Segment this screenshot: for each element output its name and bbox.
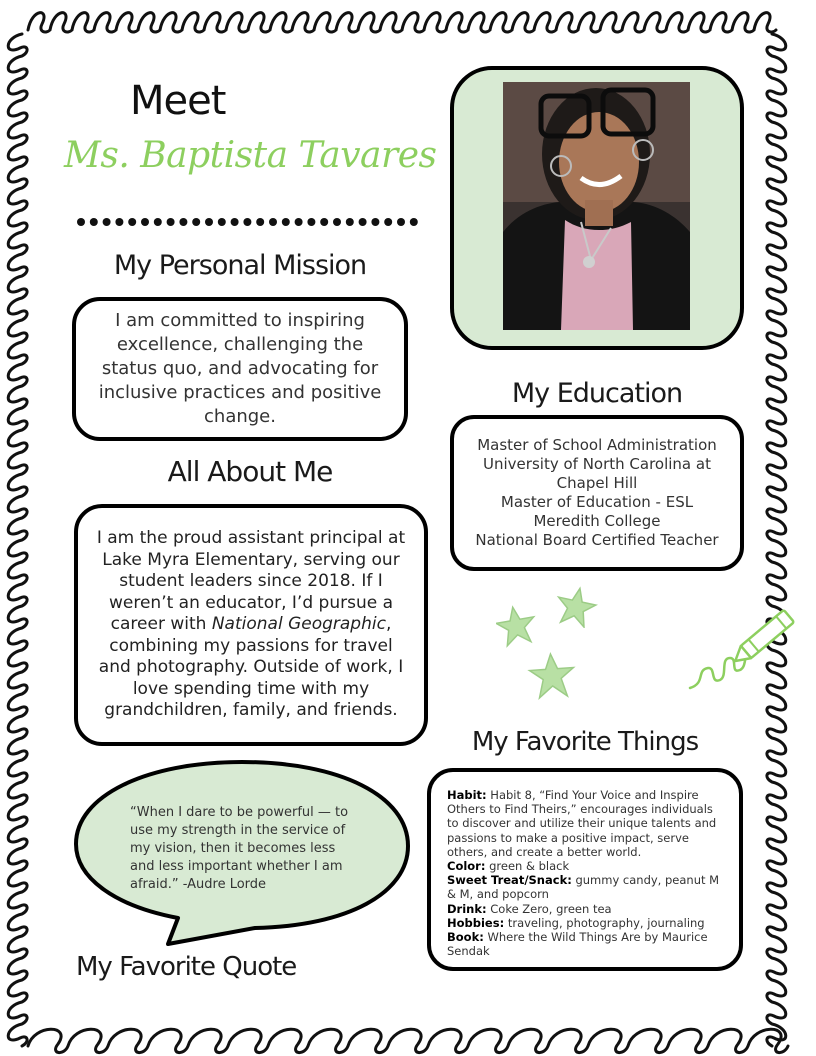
divider-dot [179,218,187,226]
divider-dot [346,218,354,226]
favorite-item-color: Color: green & black [447,859,570,874]
favorite-item-drink: Drink: Coke Zero, green tea [447,901,612,916]
education-line: Chapel Hill [556,474,638,492]
favorite-item-habit: Habit: Habit 8, “Find Your Voice and Inspire Others to Find Theirs,” encourages individuals to discover and utilize their unique talents and passions to make a positive impact, serve others, and create a better world. [447,788,717,859]
divider-dot [333,218,341,226]
quote-heading: My Favorite Quote [76,952,297,982]
divider-dot [410,218,418,226]
divider-dot [167,218,175,226]
favorites-box [427,768,743,971]
dotted-divider [75,214,425,230]
meet-heading: Meet [130,78,226,124]
star-icon [496,604,536,648]
divider-dot [384,218,392,226]
star-icon [554,586,598,628]
divider-dot [218,218,226,226]
divider-dot [320,218,328,226]
divider-dot [115,218,123,226]
divider-dot [90,218,98,226]
favorites-heading: My Favorite Things [471,727,699,757]
education-line: National Board Certified Teacher [475,531,719,549]
education-line: Master of Education - ESL [500,493,694,511]
divider-dot [154,218,162,226]
divider-dot [128,218,136,226]
about-box [74,504,428,746]
pencil-scribble-icon [686,588,802,698]
border-loop [28,1029,788,1052]
favorite-item-book: Book: Where the Wild Things Are by Maurice Sendak [447,930,708,959]
border-loop [8,34,27,1046]
divider-dot [103,218,111,226]
divider-dot [205,218,213,226]
education-line: Meredith College [533,512,661,530]
teacher-name: Ms. Baptista Tavares [64,135,437,176]
star-icon [526,652,578,700]
about-italic: National Geographic [211,614,386,635]
favorite-item-hobbies: Hobbies: traveling, photography, journaling [447,915,705,930]
divider-dot [192,218,200,226]
about-heading: All About Me [167,455,333,488]
mission-heading: My Personal Mission [113,250,367,281]
divider-dot [359,218,367,226]
favorite-item-snack: Sweet Treat/Snack: gummy candy, peanut M & M, and popcorn [447,873,720,902]
border-loop [28,13,776,32]
divider-dot [256,218,264,226]
divider-dot [77,218,85,226]
divider-dot [371,218,379,226]
divider-dot [397,218,405,226]
divider-dot [295,218,303,226]
divider-dot [307,218,315,226]
mission-text: I am committed to inspiring excellence, challenging the status quo, and advocating for inclusive practices and positive change. [98,310,382,427]
quote-text: “When I dare to be powerful — to use my strength in the service of my vision, then it becomes less and less important whether I am afraid.” -Audre Lorde [130,805,349,892]
divider-dot [231,218,239,226]
education-box [450,415,744,571]
about-text: I am the proud assistant principal at Lake Myra Elementary, serving our student leaders since 2018. If I weren’t an educator, I’d pursue a career with National Geographic, combining my passions for travel and photography. Outside of work, I love spending time with my grandchildren, family, and friends. [96,528,406,721]
mission-box [72,297,408,441]
border-loop [767,34,786,1046]
education-heading: My Education [511,378,683,409]
education-line: Master of School Administration [477,436,717,454]
divider-dot [269,218,277,226]
divider-dot [243,218,251,226]
portrait-photo [503,82,690,330]
education-line: University of North Carolina at [483,455,711,473]
divider-dot [141,218,149,226]
divider-dot [282,218,290,226]
